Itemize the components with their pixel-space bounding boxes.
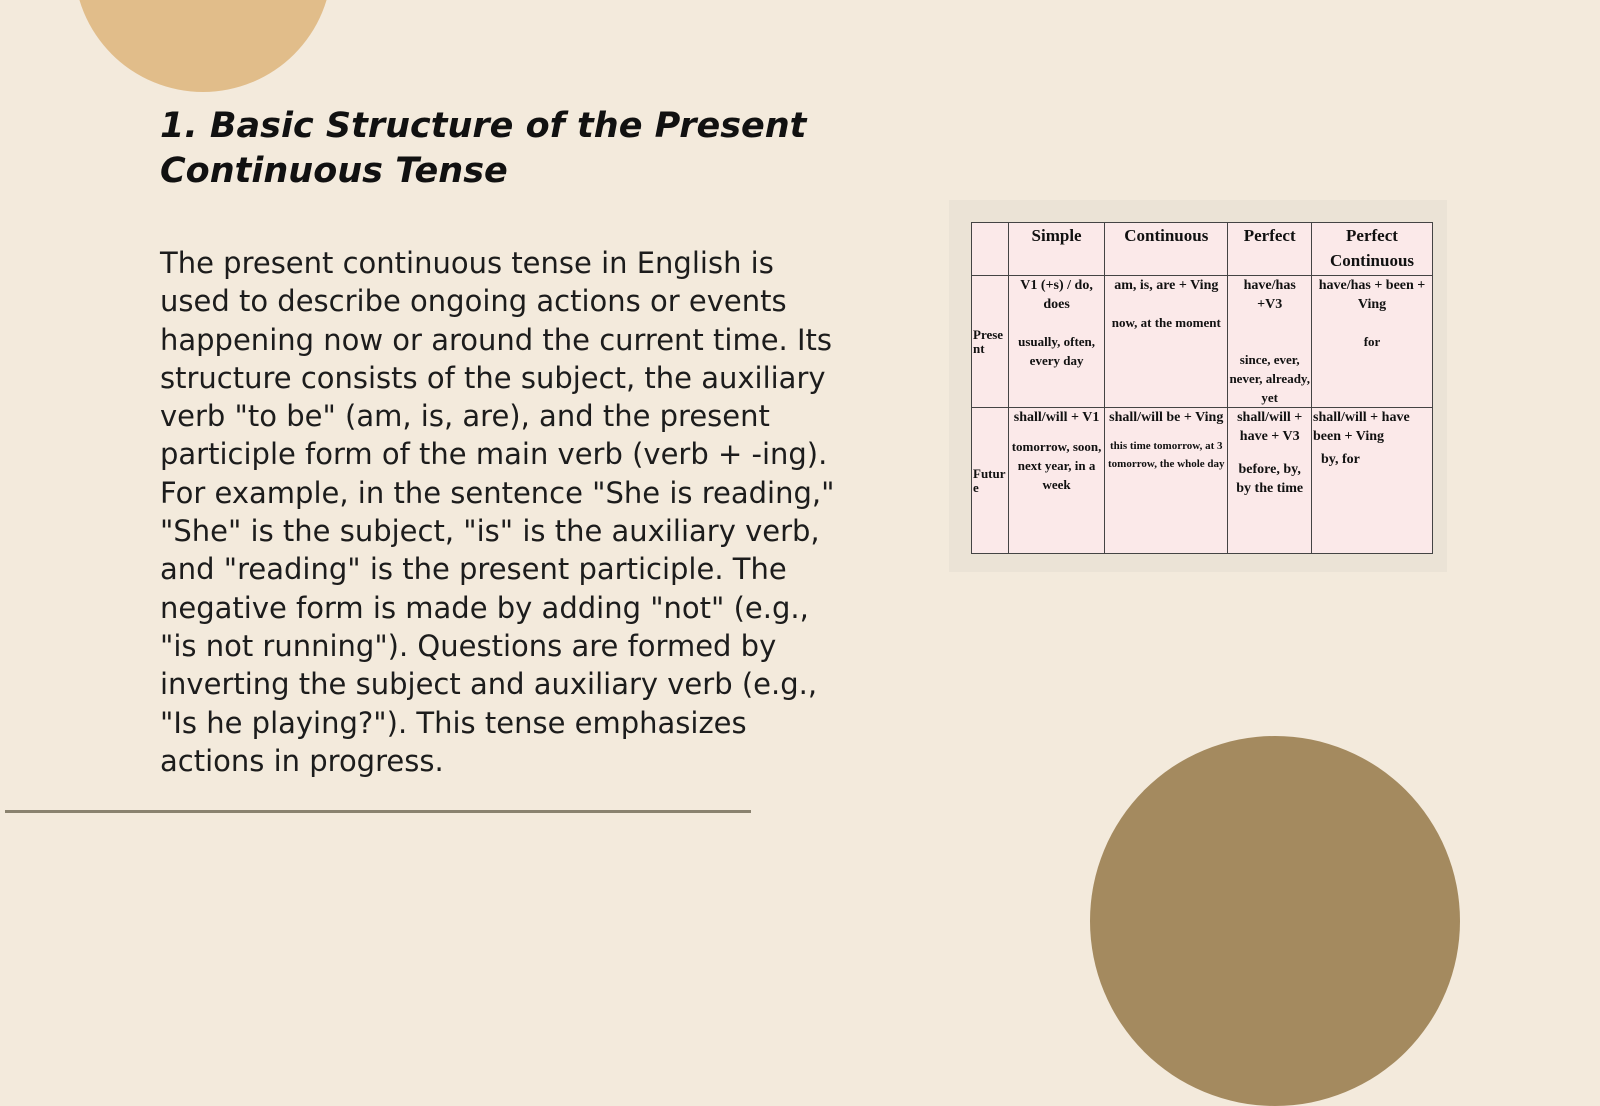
cell-form: have/has + been + Ving [1318,278,1426,312]
cell-form: shall/will be + Ving [1109,410,1224,425]
column-header-continuous: Continuous [1105,223,1228,276]
table-cell [1312,276,1433,408]
column-header-simple: Simple [1009,223,1105,276]
cell-form: have/has +V3 [1243,278,1296,312]
cell-markers: tomorrow, soon, next year, in a week [1011,439,1102,492]
cell-markers: before, by, by the time [1236,462,1304,496]
cell-markers: for [1363,334,1381,349]
table-cell [1009,408,1105,554]
cell-form: shall/will + V1 [1013,410,1100,425]
table-cell [1228,276,1312,408]
cell-markers: now, at the moment [1111,315,1221,330]
column-header-perfect: Perfect [1228,223,1312,276]
table-row-future [972,408,1433,554]
cell-form: shall/will + have been + Ving [1313,410,1410,444]
decorative-circle-top [74,0,332,92]
table-cell [1105,276,1228,408]
cell-form: V1 (+s) / do, does [1020,278,1093,312]
cell-markers: by, for [1321,452,1360,467]
tense-table [971,222,1433,554]
row-label-future: Future [972,408,1009,554]
cell-markers: this time tomorrow, at 3 tomorrow, the whole day [1108,440,1225,470]
cell-markers: since, ever, never, already, yet [1229,352,1310,405]
cell-form: shall/will + have + V3 [1237,410,1303,444]
table-corner-cell [972,223,1009,276]
table-cell [1105,408,1228,554]
slide-title: 1. Basic Structure of the Present Continuous Tense [160,106,807,191]
table-cell [1228,408,1312,554]
divider-line [5,810,751,813]
table-cell [1009,276,1105,408]
slide-body-text: The present continuous tense in English is used to describe ongoing actions or events happening now or around the current time. Its structure consists of the subject, the auxiliary verb "to be" (am, is, are), and the present participle form of the main verb (verb + -ing). For example, in the sentence "She is reading," "She" is the subject, "is" is the auxiliary verb, and "reading" is the present participle. The negative form is made by adding "not" (e.g., "is not running"). Questions are formed by inverting the subject and auxiliary verb (e.g., "Is he playing?"). This tense emphasizes actions in progress. [160,246,835,778]
table-cell [1312,408,1433,554]
table-row-present [972,276,1433,408]
tense-table-image [949,200,1447,572]
row-label-present: Present [972,276,1009,408]
decorative-circle-bottom [1090,736,1460,1106]
cell-markers: usually, often, every day [1018,334,1096,368]
cell-form: am, is, are + Ving [1114,278,1219,293]
column-header-perfect-continuous: Perfect Continuous [1312,223,1433,276]
table-header-row [972,223,1433,276]
